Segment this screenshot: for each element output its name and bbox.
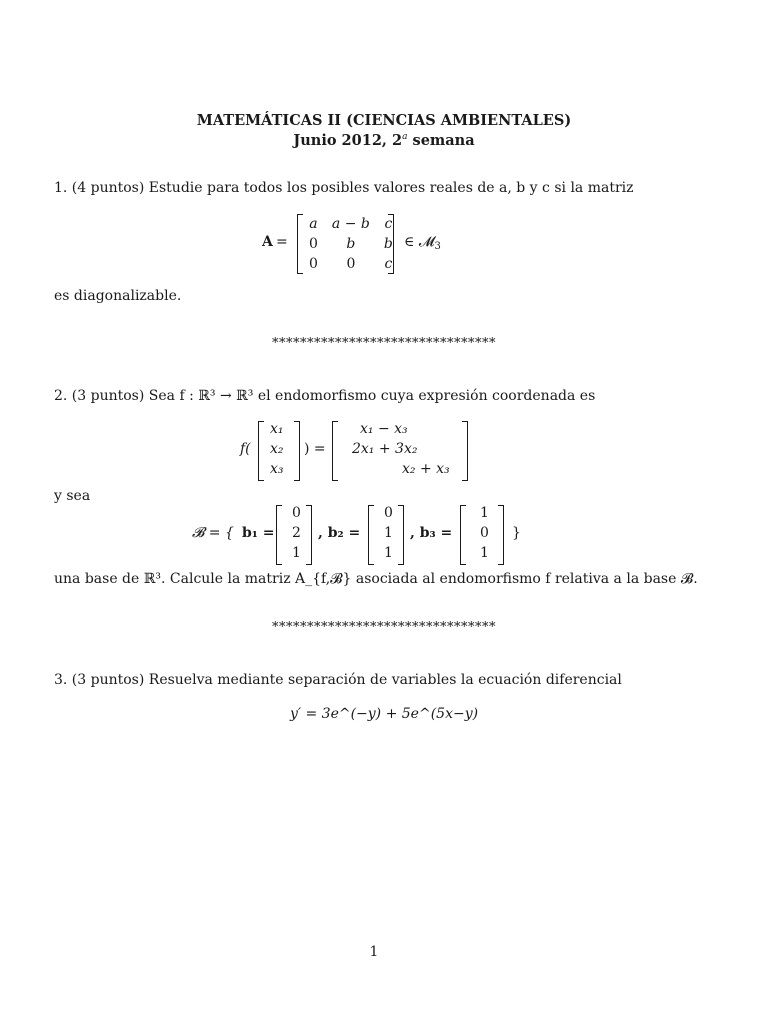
week-ordinal: a <box>402 132 408 142</box>
vector-cell: 1 <box>384 545 393 561</box>
matrix-a-label: A <box>262 234 273 250</box>
b2-name: , b₂ = <box>318 525 361 541</box>
vector-cell: 1 <box>480 505 489 521</box>
rhs-row-1: x₁ − x₃ <box>360 421 408 437</box>
var-x2: x₂ <box>270 441 284 457</box>
var-x3: x₃ <box>270 461 284 477</box>
matrix-row <box>302 234 400 254</box>
matrix-cell: 0 <box>309 256 318 272</box>
q2-intro: 2. (3 puntos) Sea f : ℝ³ → ℝ³ el endomorfismo cuya expresión coordenada es <box>54 388 596 404</box>
q1-matrix-equation <box>262 214 522 274</box>
q2-outro: una base de ℝ³. Calcule la matriz A_{f,𝓑} asociada al endomorfismo f relativa a la base 𝓑. <box>54 571 698 587</box>
matrix-row <box>302 214 400 234</box>
left-bracket <box>276 505 282 565</box>
q3-equation: y′ = 3e^(−y) + 5e^(5x−y) <box>289 706 479 722</box>
matrix-cell: 0 <box>309 236 318 252</box>
week-number: 2 <box>392 132 403 149</box>
matrix-cell: b <box>383 236 393 252</box>
b1-name: b₁ = <box>242 525 275 541</box>
vector-cell: 2 <box>292 525 301 541</box>
left-bracket <box>368 505 374 565</box>
close-equals: ) = <box>304 441 326 457</box>
exam-date: Junio 2012, <box>293 132 387 149</box>
vector-cell: 1 <box>384 525 393 541</box>
rhs-row-2: 2x₁ + 3x₂ <box>352 441 418 457</box>
exam-title: MATEMÁTICAS II (CIENCIAS AMBIENTALES) <box>196 112 572 129</box>
q2-function-definition <box>240 421 480 481</box>
q3-intro: 3. (3 puntos) Resuelva mediante separación de variables la ecuación diferencial <box>54 672 622 688</box>
separator-2: ******************************** <box>272 620 496 635</box>
vector-cell: 1 <box>480 545 489 561</box>
matrix-cell: b <box>346 236 356 252</box>
right-bracket <box>398 505 404 565</box>
vector-cell: 1 <box>292 545 301 561</box>
right-bracket <box>498 505 504 565</box>
equals-sign: = <box>276 234 288 250</box>
left-bracket <box>332 421 338 481</box>
matrix-row <box>302 254 400 274</box>
matrix-cell: c <box>384 216 393 232</box>
basis-close: } <box>512 525 521 541</box>
matrix-cell: 0 <box>346 256 356 272</box>
set-membership <box>404 234 441 252</box>
matrix-cell: c <box>384 256 393 272</box>
right-bracket <box>388 214 394 274</box>
q1-intro <box>54 180 734 196</box>
q2-and-text: y sea <box>54 488 91 504</box>
basis-label: 𝓑 = { <box>192 525 234 541</box>
matrix-cell: a − b <box>331 216 370 232</box>
rhs-row-3: x₂ + x₃ <box>402 461 450 477</box>
b3-name: , b₃ = <box>410 525 453 541</box>
left-bracket <box>258 421 264 481</box>
separator-1: ******************************** <box>272 336 496 351</box>
week-label: semana <box>412 132 475 149</box>
var-x1: x₁ <box>270 421 284 437</box>
q1-intro-text: 1. (4 puntos) Estudie para todos los posibles valores reales de a, b y c si la matriz <box>54 180 634 196</box>
vector-cell: 0 <box>480 525 489 541</box>
f-label: f( <box>240 441 251 457</box>
vector-cell: 0 <box>292 505 301 521</box>
set-subscript: 3 <box>434 241 441 252</box>
vector-cell: 0 <box>384 505 393 521</box>
page-number: 1 <box>369 944 379 960</box>
set-symbol: ∈ 𝓜 <box>404 234 435 250</box>
matrix-cell: a <box>309 216 318 232</box>
matrix-a <box>302 214 400 274</box>
q2-basis-definition <box>192 505 532 565</box>
right-bracket <box>462 421 468 481</box>
left-bracket <box>460 505 466 565</box>
right-bracket <box>306 505 312 565</box>
q1-outro: es diagonalizable. <box>54 288 182 304</box>
right-bracket <box>294 421 300 481</box>
exam-subtitle <box>0 132 768 149</box>
